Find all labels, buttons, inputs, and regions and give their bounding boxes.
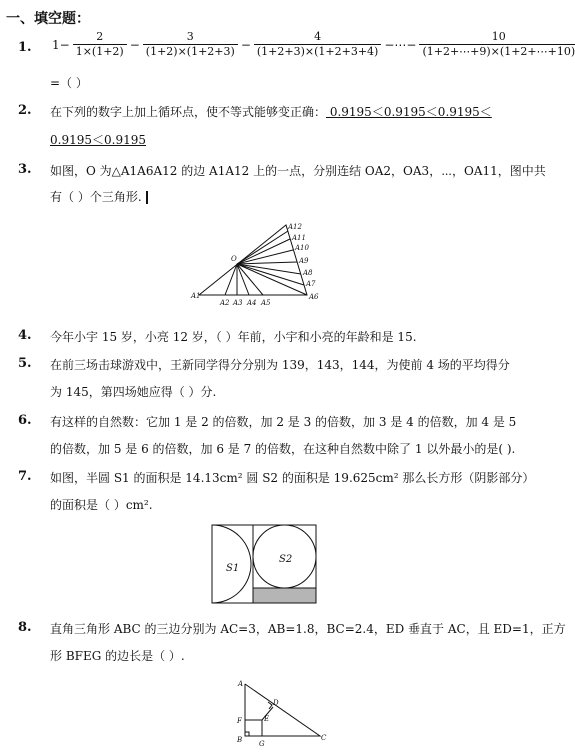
label-O: O — [231, 255, 237, 263]
label-S2: S2 — [279, 554, 293, 565]
q1-fraction-2: $\frac{3}{(1+2)\times(1+2+3)}$ — [143, 30, 238, 59]
q1-dots: −⋯− — [384, 37, 417, 52]
shaded-rectangle — [253, 588, 316, 603]
question-number-1: 1. — [18, 40, 32, 55]
section-title: 一、填空题： — [6, 11, 90, 27]
label-A5: A5 — [261, 299, 271, 307]
q1-fraction-3: $\frac{4}{(1+2+3)\times(1+2+3+4)}$ — [254, 30, 381, 59]
q1-lead: 1− — [52, 37, 70, 52]
question-4-line-1: 今年小宇 15 岁，小亮 12 岁，（ ）年前，小宇和小亮的年龄和是 15. — [50, 330, 417, 344]
q1-minus-1: − — [129, 37, 140, 52]
question-5-line-2: 为 145，第四场她应得（ ）分. — [50, 385, 217, 399]
text-cursor — [146, 191, 148, 204]
question-7-line-2: 的面积是（ ）cm². — [50, 498, 153, 512]
question-number-7: 7. — [18, 469, 32, 484]
q1-minus-2: − — [240, 37, 251, 52]
figure-semicircle-circle-rectangle — [209, 522, 319, 606]
label-A6: A6 — [309, 293, 319, 301]
question-3-line-1: 如图，O 为△A1A6A12 的边 A1A12 上的一点，分别连结 OA2，OA3，⋯，OA11，图中共 — [50, 164, 546, 178]
label-B: B — [237, 736, 243, 744]
question-number-3: 3. — [18, 162, 32, 177]
question-6-line-2: 的倍数，加 5 是 6 的倍数，加 6 是 7 的倍数，在这种自然数中除了 1 以外最小的是( ). — [50, 442, 516, 456]
question-2-line-2: 0.9195＜0.9195 — [50, 133, 146, 147]
label-A4: A4 — [247, 299, 257, 307]
label-A2: A2 — [220, 299, 230, 307]
label-A8: A8 — [303, 269, 313, 277]
question-1-answer: =（ ） — [50, 76, 88, 90]
label-A9: A9 — [299, 257, 309, 265]
question-number-2: 2. — [18, 103, 32, 118]
label-G: G — [259, 740, 265, 748]
question-1-expression — [50, 30, 575, 59]
label-S1: S1 — [226, 563, 240, 574]
question-number-4: 4. — [18, 328, 32, 343]
figure-right-triangle-square — [230, 676, 330, 748]
q1-fraction-1: $\frac{2}{1\times(1+2)}$ — [73, 30, 127, 59]
question-7-line-1: 如图，半圆 S1 的面积是 14.13cm² 圆 S2 的面积是 19.625cm² 那么长方形（阴影部分） — [50, 471, 535, 485]
q1-fraction-4: $\frac{10}{(1+2+\cdots+9)\times(1+2+\cdots+10)}$ — [419, 30, 575, 59]
label-F: F — [237, 717, 242, 725]
label-A10: A10 — [295, 244, 309, 252]
label-A: A — [238, 680, 244, 688]
question-8-line-2: 形 BFEG 的边长是（ ）. — [50, 649, 185, 663]
question-number-8: 8. — [18, 620, 32, 635]
label-E: E — [264, 715, 270, 723]
question-5-line-1: 在前三场击球游戏中，王新同学得分分别为 139，143，144，为使前 4 场的平均得分 — [50, 358, 510, 372]
label-A11: A11 — [292, 234, 306, 242]
question-2-line-1: 在下列的数字上加上循环点，使不等式能够变正确： 0.9195＜0.9195＜0.9195＜ — [50, 105, 492, 119]
question-number-5: 5. — [18, 356, 32, 371]
label-D: D — [273, 699, 279, 707]
label-C: C — [321, 734, 327, 742]
label-A1: A1 — [191, 292, 201, 300]
question-number-6: 6. — [18, 413, 32, 428]
figure-triangle-fan — [185, 215, 325, 310]
q2-underlined-text: 0.9195＜0.9195＜0.9195＜ — [326, 105, 492, 119]
question-3-line-2: 有（ ）个三角形. — [50, 188, 148, 205]
question-8-line-1: 直角三角形 ABC 的三边分别为 AC=3，AB=1.8，BC=2.4，ED 垂直于 AC，且 ED=1，正方 — [50, 622, 566, 636]
label-A12: A12 — [288, 223, 302, 231]
question-6-line-1: 有这样的自然数：它加 1 是 2 的倍数，加 2 是 3 的倍数，加 3 是 4 的倍数，加 4 是 5 — [50, 415, 517, 429]
label-A7: A7 — [306, 280, 316, 288]
label-A3: A3 — [233, 299, 243, 307]
